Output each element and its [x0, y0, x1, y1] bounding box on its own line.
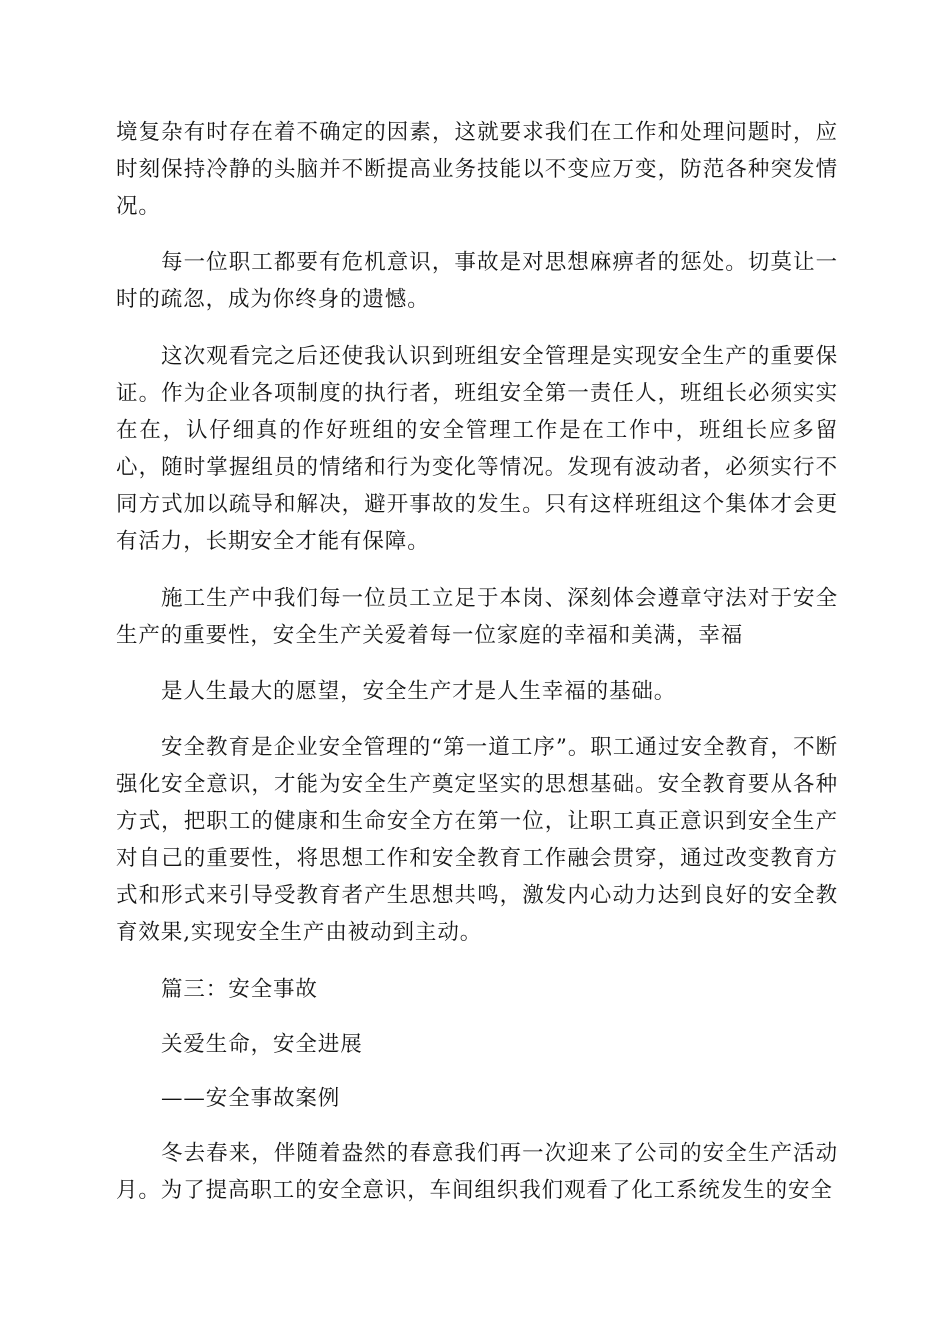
paragraph-team-safety-management: 这次观看完之后还使我认识到班组安全管理是实现安全生产的重要保证。作为企业各项制度的执行者，班组安全第一责任人，班组长必须实实在在，认仔细真的作好班组的安全管理工作是在工作中，班组长应多留心，随时掌握组员的情绪和行为变化等情况。发现有波动者，必须实行不同方式加以疏导和解决，避开事故的发生。只有这样班组这个集体才会更有活力，长期安全才能有保障。: [116, 344, 838, 554]
paragraph-safety-education: 安全教育是企业安全管理的“第一道工序”。职工通过安全教育，不断强化安全意识，才能为安全生产奠定坚实的思想基础。安全教育要从各种方式，把职工的健康和生命安全方在第一位，让职工真正意识到安全生产对自己的重要性，将思想工作和安全教育工作融会贯穿，通过改变教育方式和形式来引导受教育者产生思想共鸣，激发内心动力达到良好的安全教育效果,实现安全生产由被动到主动。: [116, 735, 838, 945]
paragraph-happiness-foundation: 是人生最大的愿望，安全生产才是人生幸福的基础。: [161, 679, 677, 704]
paragraph-spring-safety-month: 冬去春来，伴随着盎然的春意我们再一次迎来了公司的安全生产活动月。为了提高职工的安全意识，车间组织我们观看了化工系统发生的安全: [116, 1141, 838, 1203]
paragraph-crisis-awareness: 每一位职工都要有危机意识，事故是对思想麻痹者的惩处。切莫让一时的疏忽，成为你终身的遗憾。: [116, 250, 838, 312]
paragraph-construction-production: 施工生产中我们每一位员工立足于本岗、深刻体会遵章守法对于安全生产的重要性，安全生产关爱着每一位家庭的幸福和美满，幸福: [116, 586, 838, 648]
article-subtitle: ——安全事故案例: [161, 1086, 341, 1111]
section-heading: 篇三：安全事故: [161, 977, 318, 1002]
paragraph-intro-continuation: 境复杂有时存在着不确定的因素，这就要求我们在工作和处理问题时，应时刻保持冷静的头脑并不断提高业务技能以不变应万变，防范各种突发情况。: [116, 120, 838, 219]
article-title: 关爱生命，安全进展: [161, 1032, 363, 1057]
